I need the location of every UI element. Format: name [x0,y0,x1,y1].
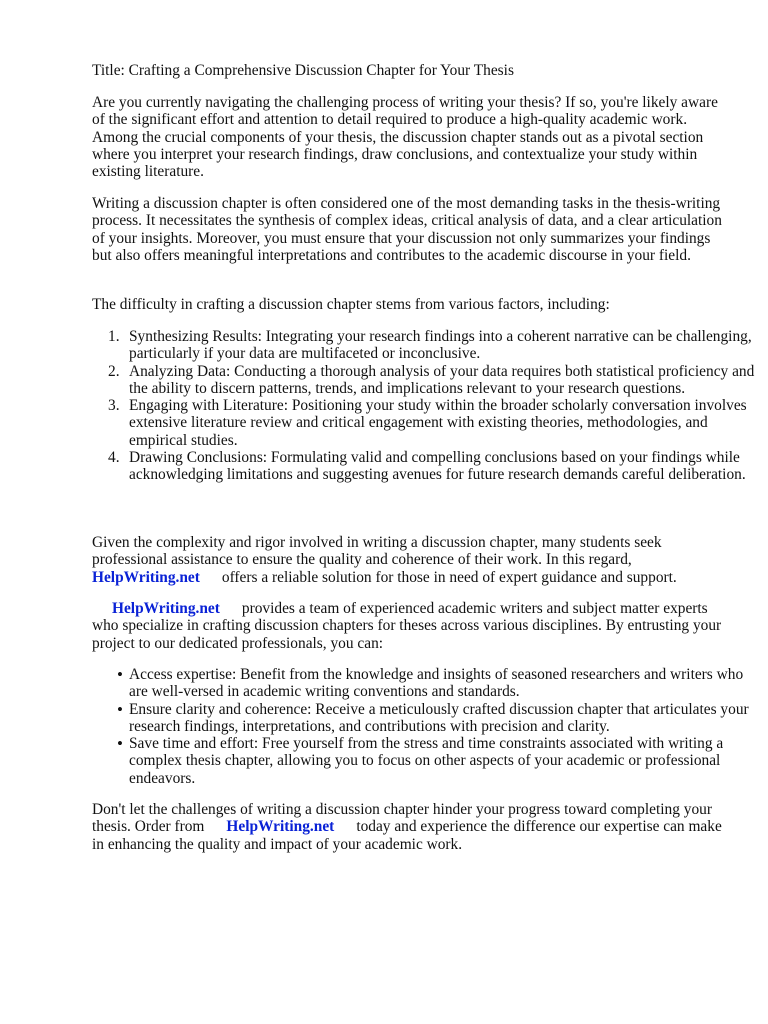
list-item: Drawing Conclusions: Formulating valid and compelling conclusions based on your findings while acknowledging limitations and suggesting avenues for future research demands careful deliberation. [129,449,746,484]
helpwriting-link[interactable]: HelpWriting.net [226,818,335,836]
intro-paragraph: Are you currently navigating the challenging process of writing your thesis? If so, you're likely aware of the significant effort and attention to detail required to produce a high-quality academic work. Among the crucial components of your thesis, the discussion chapter stands out as a pivotal section where you interpret your research findings, draw conclusions, and contextualize your study within existing literature. [92,94,718,181]
helpwriting-link[interactable]: HelpWriting.net [112,600,220,617]
service-text: provides a team of experienced academic writers and subject matter experts who specialize in crafting discussion chapters for theses across various disciplines. By entrusting your project to our dedicated professionals, you can: [92,600,722,652]
assistance-paragraph [92,534,728,586]
list-item: • Ensure clarity and coherence: Receive a meticulously crafted discussion chapter that articulates your research findings, interpretations, and contributions with precision and clarity. [129,701,765,736]
difficulty-paragraph: Writing a discussion chapter is often considered one of the most demanding tasks in the thesis-writing process. It necessitates the synthesis of complex ideas, critical analysis of data, and a clear articulation of your insights. Moreover, you must ensure that your discussion not only summarizes your findings but also offers meaningful interpretations and contributes to the academic discourse in your field. [92,195,722,264]
list-item: Analyzing Data: Conducting a thorough analysis of your data requires both statistical proficiency and the ability to discern patterns, trends, and implications relevant to your research questions. [129,362,755,397]
benefits-list [92,666,765,787]
closing-text-end: today and experience the difference our expertise can make in enhancing the quality and impact of your academic work. [92,818,722,853]
list-item: • Save time and effort: Free yourself from the stress and time constraints associated with writing a complex thesis chapter, allowing you to focus on other aspects of your academic or professional endeavors. [129,735,765,787]
helpwriting-link[interactable]: HelpWriting.net [92,568,200,586]
assistance-text: Given the complexity and rigor involved in writing a discussion chapter, many students seek professional assistance to ensure the quality and coherence of their work. In this regard, [92,534,662,569]
closing-text: Don't let the challenges of writing a discussion chapter hinder your progress toward completing your thesis. Order from [92,801,712,836]
service-paragraph [92,600,728,652]
factors-intro-paragraph: The difficulty in crafting a discussion chapter stems from various factors, including: [92,296,610,313]
assistance-text-end: offers a reliable solution for those in need of expert guidance and support. [221,568,677,586]
closing-paragraph [92,801,728,853]
list-item: Engaging with Literature: Positioning your study within the broader scholarly conversation involves extensive literature review and critical engagement with existing theories, methodologies, and empirical studies. [129,397,747,449]
factors-list [92,328,765,484]
list-item: • Access expertise: Benefit from the knowledge and insights of seasoned researchers and writers who are well-versed in academic writing conventions and standards. [129,666,765,701]
list-item: Synthesizing Results: Integrating your research findings into a coherent narrative can be challenging, particularly if your data are multifaceted or inconclusive. [129,328,752,363]
document-title: Title: Crafting a Comprehensive Discussion Chapter for Your Thesis [92,62,514,79]
